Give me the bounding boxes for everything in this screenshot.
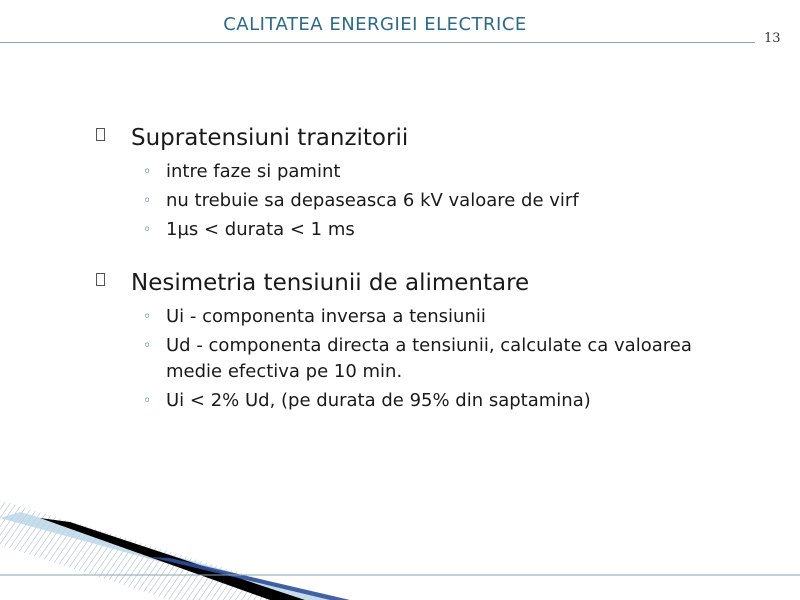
circle-bullet-icon: ◦ (143, 193, 152, 209)
list-item-text: Ui < 2% Ud, (pe durata de 95% din saptamina) (166, 390, 591, 411)
slide-title: CALITATEA ENERGIEI ELECTRICE (223, 14, 527, 35)
square-bullet-icon (96, 128, 105, 141)
section-voltage-unbalance (0, 265, 800, 414)
sub-bullet-list (0, 159, 800, 243)
section-heading-row (0, 120, 800, 156)
section-heading: Nesimetria tensiunii de alimentare (131, 270, 530, 296)
list-item-text: nu trebuie sa depaseasca 6 kV valoare de virf (166, 190, 579, 211)
corner-decoration (0, 500, 800, 600)
list-item (0, 188, 800, 214)
list-item-text: intre faze si pamint (166, 161, 341, 182)
header-divider (0, 42, 755, 43)
circle-bullet-icon: ◦ (143, 393, 152, 409)
circle-bullet-icon: ◦ (143, 338, 152, 354)
circle-bullet-icon: ◦ (143, 309, 152, 325)
section-heading-row (0, 265, 800, 301)
circle-bullet-icon: ◦ (143, 164, 152, 180)
section-heading: Supratensiuni tranzitorii (131, 125, 409, 151)
list-item-text: 1µs < durata < 1 ms (166, 219, 355, 240)
sub-bullet-list (0, 304, 800, 414)
square-bullet-icon (96, 273, 105, 286)
list-item (0, 304, 800, 330)
slide-content (0, 120, 800, 414)
list-item (0, 159, 800, 185)
circle-bullet-icon: ◦ (143, 222, 152, 238)
list-item (0, 333, 800, 385)
page-number: 13 (764, 31, 781, 46)
list-item (0, 388, 800, 414)
list-item (0, 217, 800, 243)
list-item-text: Ui - componenta inversa a tensiunii (166, 306, 486, 327)
list-item-text: Ud - componenta directa a tensiunii, calculate ca valoarea medie efectiva pe 10 min. (166, 335, 692, 382)
section-transient-overvoltages (0, 120, 800, 243)
